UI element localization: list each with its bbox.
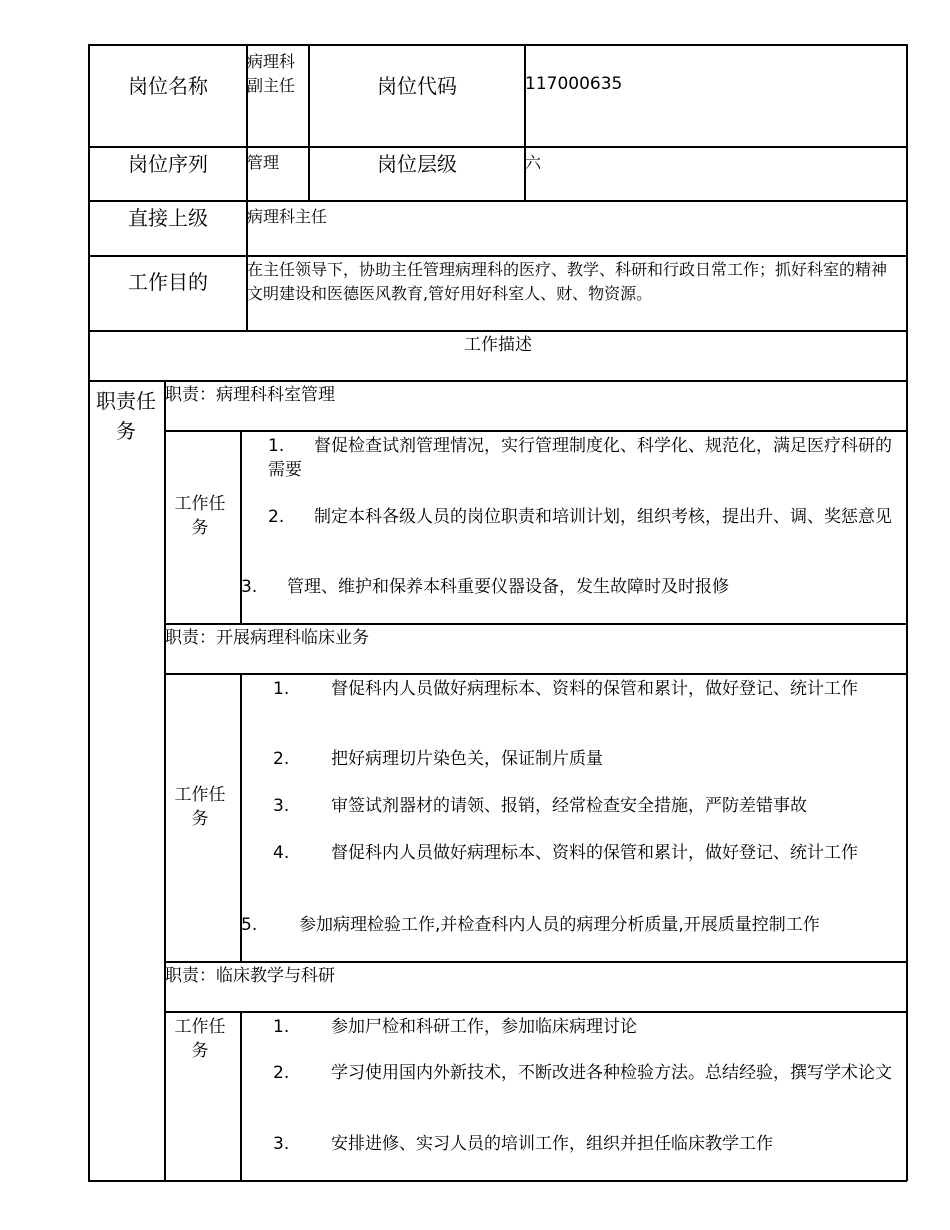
purpose-label: 工作目的	[128, 270, 208, 294]
item-number: 2.	[268, 507, 285, 527]
supervisor-value: 病理科主任	[247, 207, 328, 226]
item-text: 安排进修、实习人员的培训工作，组织并担任临床教学工作	[331, 1134, 773, 1154]
border-bottom	[88, 1180, 907, 1182]
task-item	[268, 505, 898, 529]
task-item	[241, 913, 901, 937]
item-number: 3.	[241, 577, 258, 597]
task-label: 工作任务	[174, 1017, 226, 1061]
task-item	[273, 841, 898, 865]
item-text: 审签试剂器材的请领、报销，经常检查安全措施，严防差错事故	[331, 796, 807, 816]
row-divider	[164, 430, 907, 432]
item-number: 3.	[273, 1134, 290, 1154]
task-item	[273, 1132, 898, 1156]
post-series-label: 岗位序列	[128, 152, 208, 176]
item-number: 1.	[268, 436, 285, 456]
task-item	[273, 1061, 898, 1085]
col-divider	[164, 380, 166, 1181]
post-name-value: 病理科副主任	[247, 52, 296, 95]
item-text: 参加尸检和科研工作，参加临床病理讨论	[331, 1017, 637, 1037]
post-code-value: 117000635	[525, 74, 623, 94]
task-item	[273, 1015, 898, 1039]
col-divider	[524, 44, 526, 201]
item-number: 3.	[273, 796, 290, 816]
item-number: 1.	[273, 1017, 290, 1037]
col-divider	[240, 1011, 242, 1181]
duty-heading: 职责：病理科科室管理	[165, 385, 335, 405]
row-divider	[164, 1011, 907, 1013]
row-divider	[164, 961, 907, 963]
row-divider	[88, 200, 907, 202]
row-divider	[88, 255, 907, 257]
row-divider	[88, 330, 907, 332]
duty-heading: 职责：临床教学与科研	[165, 966, 335, 986]
item-text: 参加病理检验工作,并检查科内人员的病理分析质量,开展质量控制工作	[299, 915, 820, 935]
post-series-value: 管理	[247, 153, 280, 172]
border-top	[88, 44, 907, 46]
item-number: 5.	[241, 915, 258, 935]
post-level-label: 岗位层级	[377, 152, 457, 176]
task-item	[241, 575, 891, 599]
item-text: 督促科内人员做好病理标本、资料的保管和累计，做好登记、统计工作	[331, 679, 858, 699]
post-name-label: 岗位名称	[128, 74, 208, 98]
item-number: 1.	[273, 679, 290, 699]
row-divider	[88, 380, 907, 382]
supervisor-label: 直接上级	[128, 206, 208, 230]
item-number: 2.	[273, 1063, 290, 1083]
item-text: 学习使用国内外新技术，不断改进各种检验方法。总结经验，撰写学术论文	[331, 1063, 892, 1083]
duty-task-label: 职责任务	[96, 389, 156, 443]
task-label: 工作任务	[174, 785, 226, 829]
item-number: 4.	[273, 843, 290, 863]
purpose-value: 在主任领导下，协助主任管理病理科的医疗、教学、科研和行政日常工作；抓好科室的精神文明建设和医德医风教育,管好用好科室人、财、物资源。	[247, 260, 888, 303]
post-code-label: 岗位代码	[377, 74, 457, 98]
row-divider	[164, 623, 907, 625]
task-item	[273, 677, 898, 701]
duty-heading: 职责：开展病理科临床业务	[165, 628, 369, 648]
item-text: 管理、维护和保养本科重要仪器设备，发生故障时及时报修	[287, 577, 729, 597]
row-divider	[164, 673, 907, 675]
task-item	[273, 747, 898, 771]
item-text: 制定本科各级人员的岗位职责和培训计划，组织考核，提出升、调、奖惩意见	[314, 507, 892, 527]
work-description-title: 工作描述	[464, 335, 532, 355]
item-text: 督促科内人员做好病理标本、资料的保管和累计，做好登记、统计工作	[331, 843, 858, 863]
item-text: 督促检查试剂管理情况，实行管理制度化、科学化、规范化，满足医疗科研的需要	[268, 436, 892, 480]
item-number: 2.	[273, 749, 290, 769]
post-level-value: 六	[525, 153, 542, 172]
task-item	[273, 794, 898, 818]
task-label: 工作任务	[174, 494, 226, 538]
item-text: 把好病理切片染色关，保证制片质量	[331, 749, 603, 769]
task-item	[268, 434, 898, 482]
row-divider	[88, 146, 907, 148]
